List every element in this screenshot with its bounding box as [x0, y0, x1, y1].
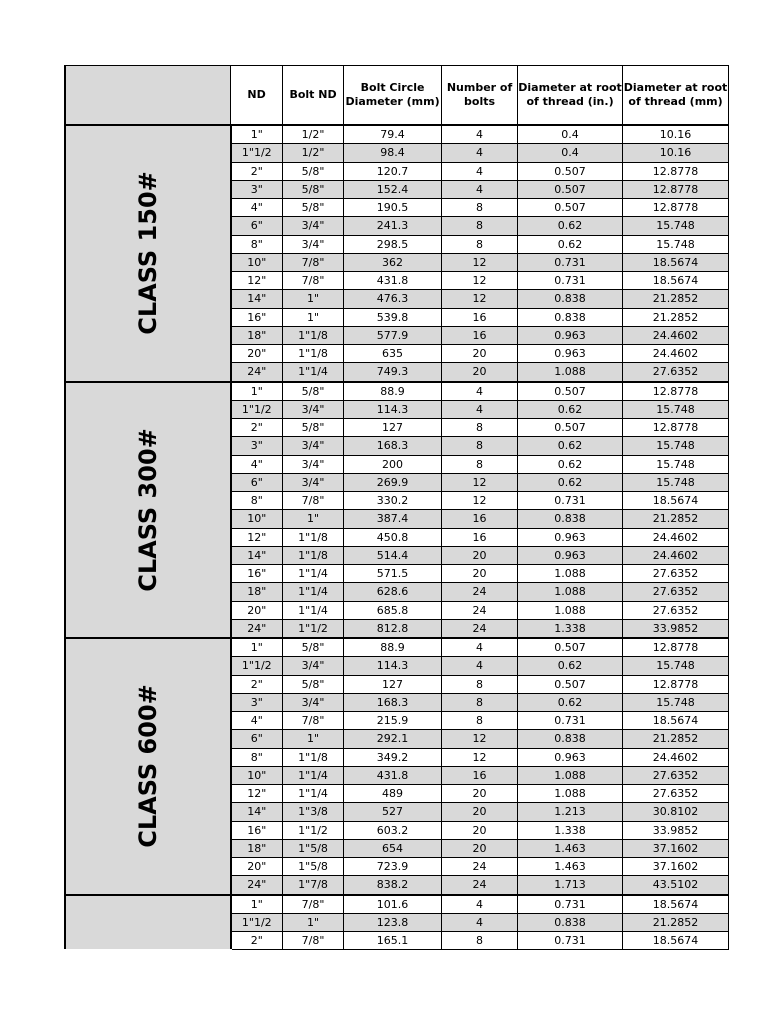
cell-nd: 16" — [231, 821, 283, 839]
header-corner-cell — [65, 66, 231, 126]
cell-number-of-bolts: 16 — [442, 766, 518, 784]
class-label: CLASS 300# — [133, 427, 162, 592]
header-nd: ND — [231, 66, 283, 126]
cell-root-diameter-mm: 43.5102 — [623, 876, 729, 895]
cell-nd: 14" — [231, 546, 283, 564]
cell-root-diameter-mm: 24.4602 — [623, 748, 729, 766]
cell-root-diameter-in: 0.507 — [518, 675, 623, 693]
cell-bolt-circle-diameter: 200 — [344, 455, 442, 473]
cell-bolt-nd: 1"1/8 — [283, 345, 344, 363]
cell-nd: 12" — [231, 785, 283, 803]
cell-root-diameter-in: 0.62 — [518, 657, 623, 675]
cell-bolt-nd: 3/4" — [283, 455, 344, 473]
cell-nd: 6" — [231, 730, 283, 748]
cell-nd: 8" — [231, 748, 283, 766]
cell-bolt-circle-diameter: 88.9 — [344, 638, 442, 657]
cell-root-diameter-mm: 27.6352 — [623, 785, 729, 803]
cell-root-diameter-mm: 30.8102 — [623, 803, 729, 821]
cell-number-of-bolts: 16 — [442, 308, 518, 326]
cell-root-diameter-in: 1.088 — [518, 583, 623, 601]
cell-number-of-bolts: 8 — [442, 437, 518, 455]
cell-bolt-nd: 1" — [283, 730, 344, 748]
cell-bolt-nd: 5/8" — [283, 199, 344, 217]
cell-number-of-bolts: 20 — [442, 345, 518, 363]
cell-root-diameter-mm: 12.8778 — [623, 675, 729, 693]
cell-nd: 1" — [231, 895, 283, 914]
cell-root-diameter-in: 0.963 — [518, 748, 623, 766]
cell-root-diameter-in: 0.507 — [518, 382, 623, 401]
cell-bolt-circle-diameter: 527 — [344, 803, 442, 821]
cell-bolt-circle-diameter: 431.8 — [344, 766, 442, 784]
cell-number-of-bolts: 24 — [442, 583, 518, 601]
cell-root-diameter-mm: 33.9852 — [623, 619, 729, 638]
cell-root-diameter-in: 0.4 — [518, 125, 623, 144]
cell-number-of-bolts: 4 — [442, 180, 518, 198]
cell-root-diameter-in: 0.838 — [518, 913, 623, 931]
cell-bolt-circle-diameter: 152.4 — [344, 180, 442, 198]
cell-root-diameter-in: 1.088 — [518, 785, 623, 803]
cell-bolt-nd: 7/8" — [283, 253, 344, 271]
cell-number-of-bolts: 16 — [442, 326, 518, 344]
cell-root-diameter-in: 0.963 — [518, 345, 623, 363]
cell-number-of-bolts: 8 — [442, 675, 518, 693]
cell-bolt-circle-diameter: 98.4 — [344, 144, 442, 162]
cell-bolt-circle-diameter: 165.1 — [344, 932, 442, 950]
cell-root-diameter-in: 0.963 — [518, 546, 623, 564]
cell-bolt-circle-diameter: 120.7 — [344, 162, 442, 180]
cell-bolt-nd: 1/2" — [283, 125, 344, 144]
cell-root-diameter-in: 0.62 — [518, 437, 623, 455]
cell-bolt-nd: 5/8" — [283, 382, 344, 401]
cell-bolt-circle-diameter: 489 — [344, 785, 442, 803]
cell-root-diameter-in: 1.463 — [518, 839, 623, 857]
cell-bolt-nd: 3/4" — [283, 693, 344, 711]
table-body — [65, 125, 729, 950]
cell-root-diameter-in: 0.731 — [518, 272, 623, 290]
header-bolt-nd: Bolt ND — [283, 66, 344, 126]
cell-bolt-circle-diameter: 127 — [344, 675, 442, 693]
cell-bolt-nd: 3/4" — [283, 217, 344, 235]
cell-bolt-nd: 1" — [283, 913, 344, 931]
cell-bolt-nd: 1"1/8 — [283, 528, 344, 546]
cell-bolt-nd: 3/4" — [283, 473, 344, 491]
cell-number-of-bolts: 24 — [442, 858, 518, 876]
cell-bolt-nd: 1"1/4 — [283, 583, 344, 601]
cell-bolt-nd: 3/4" — [283, 657, 344, 675]
cell-bolt-nd: 1"3/8 — [283, 803, 344, 821]
cell-root-diameter-mm: 21.2852 — [623, 730, 729, 748]
cell-bolt-nd: 1"1/8 — [283, 546, 344, 564]
cell-number-of-bolts: 16 — [442, 510, 518, 528]
cell-nd: 1"1/2 — [231, 657, 283, 675]
cell-number-of-bolts: 24 — [442, 876, 518, 895]
cell-root-diameter-in: 0.963 — [518, 326, 623, 344]
cell-root-diameter-in: 1.088 — [518, 766, 623, 784]
cell-nd: 4" — [231, 712, 283, 730]
cell-root-diameter-mm: 21.2852 — [623, 308, 729, 326]
cell-nd: 12" — [231, 272, 283, 290]
cell-bolt-circle-diameter: 330.2 — [344, 492, 442, 510]
cell-bolt-circle-diameter: 168.3 — [344, 693, 442, 711]
cell-root-diameter-mm: 24.4602 — [623, 528, 729, 546]
cell-nd: 4" — [231, 199, 283, 217]
cell-number-of-bolts: 8 — [442, 199, 518, 217]
cell-bolt-nd: 1"1/4 — [283, 785, 344, 803]
cell-number-of-bolts: 16 — [442, 528, 518, 546]
cell-root-diameter-in: 0.4 — [518, 144, 623, 162]
cell-nd: 2" — [231, 162, 283, 180]
cell-bolt-nd: 1" — [283, 290, 344, 308]
cell-bolt-circle-diameter: 298.5 — [344, 235, 442, 253]
cell-bolt-circle-diameter: 685.8 — [344, 601, 442, 619]
cell-bolt-nd: 5/8" — [283, 180, 344, 198]
cell-number-of-bolts: 20 — [442, 565, 518, 583]
cell-nd: 10" — [231, 766, 283, 784]
cell-root-diameter-mm: 10.16 — [623, 125, 729, 144]
cell-bolt-nd: 1"1/8 — [283, 326, 344, 344]
header-root-diameter-mm: Diameter at root of thread (mm) — [623, 66, 729, 126]
cell-bolt-circle-diameter: 123.8 — [344, 913, 442, 931]
cell-bolt-circle-diameter: 215.9 — [344, 712, 442, 730]
cell-root-diameter-mm: 15.748 — [623, 693, 729, 711]
cell-root-diameter-in: 0.62 — [518, 473, 623, 491]
cell-nd: 6" — [231, 473, 283, 491]
cell-nd: 20" — [231, 345, 283, 363]
table-row — [65, 125, 729, 144]
cell-root-diameter-mm: 18.5674 — [623, 932, 729, 950]
cell-root-diameter-in: 1.088 — [518, 363, 623, 382]
cell-root-diameter-in: 0.62 — [518, 693, 623, 711]
cell-nd: 1" — [231, 382, 283, 401]
cell-root-diameter-mm: 21.2852 — [623, 290, 729, 308]
cell-root-diameter-mm: 15.748 — [623, 455, 729, 473]
cell-bolt-circle-diameter: 241.3 — [344, 217, 442, 235]
cell-bolt-nd: 5/8" — [283, 419, 344, 437]
cell-root-diameter-mm: 24.4602 — [623, 345, 729, 363]
cell-root-diameter-in: 0.838 — [518, 308, 623, 326]
class-group-cell — [65, 895, 231, 950]
cell-bolt-circle-diameter: 190.5 — [344, 199, 442, 217]
cell-bolt-nd: 3/4" — [283, 400, 344, 418]
cell-nd: 1" — [231, 638, 283, 657]
cell-number-of-bolts: 4 — [442, 162, 518, 180]
cell-root-diameter-in: 1.338 — [518, 821, 623, 839]
cell-nd: 1" — [231, 125, 283, 144]
cell-bolt-nd: 7/8" — [283, 932, 344, 950]
cell-root-diameter-in: 0.731 — [518, 932, 623, 950]
cell-number-of-bolts: 4 — [442, 400, 518, 418]
class-group-cell — [65, 382, 231, 639]
cell-nd: 2" — [231, 675, 283, 693]
cell-number-of-bolts: 12 — [442, 730, 518, 748]
cell-root-diameter-in: 0.507 — [518, 199, 623, 217]
cell-nd: 24" — [231, 619, 283, 638]
cell-root-diameter-in: 0.838 — [518, 730, 623, 748]
cell-root-diameter-mm: 18.5674 — [623, 492, 729, 510]
table-row — [65, 382, 729, 401]
cell-nd: 14" — [231, 290, 283, 308]
cell-number-of-bolts: 4 — [442, 657, 518, 675]
cell-number-of-bolts: 4 — [442, 913, 518, 931]
cell-bolt-nd: 1/2" — [283, 144, 344, 162]
cell-nd: 10" — [231, 510, 283, 528]
cell-nd: 8" — [231, 235, 283, 253]
cell-nd: 12" — [231, 528, 283, 546]
cell-number-of-bolts: 4 — [442, 895, 518, 914]
cell-root-diameter-mm: 27.6352 — [623, 601, 729, 619]
cell-bolt-nd: 1"1/2 — [283, 821, 344, 839]
cell-bolt-circle-diameter: 838.2 — [344, 876, 442, 895]
cell-bolt-circle-diameter: 749.3 — [344, 363, 442, 382]
cell-number-of-bolts: 12 — [442, 748, 518, 766]
cell-root-diameter-in: 1.713 — [518, 876, 623, 895]
table-row — [65, 638, 729, 657]
cell-nd: 3" — [231, 180, 283, 198]
cell-number-of-bolts: 4 — [442, 144, 518, 162]
cell-nd: 18" — [231, 839, 283, 857]
cell-root-diameter-mm: 21.2852 — [623, 913, 729, 931]
header-number-of-bolts: Number of bolts — [442, 66, 518, 126]
cell-nd: 10" — [231, 253, 283, 271]
cell-nd: 24" — [231, 363, 283, 382]
cell-nd: 16" — [231, 308, 283, 326]
cell-bolt-nd: 1"1/4 — [283, 565, 344, 583]
cell-number-of-bolts: 8 — [442, 455, 518, 473]
cell-root-diameter-mm: 27.6352 — [623, 766, 729, 784]
cell-number-of-bolts: 20 — [442, 803, 518, 821]
cell-nd: 3" — [231, 437, 283, 455]
cell-root-diameter-in: 1.213 — [518, 803, 623, 821]
header-row — [65, 66, 729, 126]
cell-bolt-nd: 1"1/4 — [283, 601, 344, 619]
cell-nd: 20" — [231, 858, 283, 876]
cell-root-diameter-mm: 33.9852 — [623, 821, 729, 839]
cell-number-of-bolts: 20 — [442, 546, 518, 564]
cell-root-diameter-in: 1.338 — [518, 619, 623, 638]
cell-bolt-circle-diameter: 292.1 — [344, 730, 442, 748]
cell-bolt-circle-diameter: 79.4 — [344, 125, 442, 144]
cell-root-diameter-in: 0.731 — [518, 253, 623, 271]
cell-root-diameter-in: 0.62 — [518, 455, 623, 473]
cell-bolt-circle-diameter: 114.3 — [344, 400, 442, 418]
cell-root-diameter-mm: 12.8778 — [623, 382, 729, 401]
cell-root-diameter-in: 0.62 — [518, 400, 623, 418]
cell-root-diameter-in: 0.507 — [518, 162, 623, 180]
cell-number-of-bolts: 20 — [442, 839, 518, 857]
cell-bolt-circle-diameter: 571.5 — [344, 565, 442, 583]
class-label: CLASS 150# — [133, 171, 162, 336]
cell-bolt-circle-diameter: 362 — [344, 253, 442, 271]
cell-number-of-bolts: 20 — [442, 363, 518, 382]
cell-root-diameter-in: 1.088 — [518, 565, 623, 583]
cell-number-of-bolts: 12 — [442, 473, 518, 491]
cell-root-diameter-mm: 15.748 — [623, 473, 729, 491]
cell-bolt-circle-diameter: 450.8 — [344, 528, 442, 546]
cell-bolt-circle-diameter: 635 — [344, 345, 442, 363]
cell-root-diameter-mm: 37.1602 — [623, 858, 729, 876]
cell-nd: 3" — [231, 693, 283, 711]
cell-bolt-nd: 1"1/2 — [283, 619, 344, 638]
cell-bolt-nd: 5/8" — [283, 675, 344, 693]
cell-number-of-bolts: 12 — [442, 272, 518, 290]
cell-bolt-nd: 7/8" — [283, 272, 344, 290]
class-label: CLASS 600# — [133, 684, 162, 849]
cell-bolt-nd: 1"5/8 — [283, 839, 344, 857]
cell-root-diameter-mm: 12.8778 — [623, 162, 729, 180]
cell-bolt-nd: 1" — [283, 510, 344, 528]
cell-bolt-circle-diameter: 168.3 — [344, 437, 442, 455]
cell-number-of-bolts: 8 — [442, 235, 518, 253]
cell-root-diameter-in: 0.62 — [518, 235, 623, 253]
cell-number-of-bolts: 12 — [442, 253, 518, 271]
cell-nd: 18" — [231, 583, 283, 601]
cell-bolt-nd: 1"1/4 — [283, 363, 344, 382]
cell-number-of-bolts: 8 — [442, 419, 518, 437]
cell-root-diameter-mm: 12.8778 — [623, 419, 729, 437]
cell-root-diameter-mm: 12.8778 — [623, 199, 729, 217]
cell-bolt-circle-diameter: 514.4 — [344, 546, 442, 564]
cell-nd: 1"1/2 — [231, 144, 283, 162]
header-bolt-circle-diameter: Bolt Circle Diameter (mm) — [344, 66, 442, 126]
cell-nd: 1"1/2 — [231, 400, 283, 418]
cell-bolt-circle-diameter: 269.9 — [344, 473, 442, 491]
cell-bolt-nd: 1"1/4 — [283, 766, 344, 784]
cell-root-diameter-in: 0.62 — [518, 217, 623, 235]
cell-root-diameter-mm: 27.6352 — [623, 583, 729, 601]
cell-number-of-bolts: 24 — [442, 619, 518, 638]
cell-root-diameter-mm: 18.5674 — [623, 712, 729, 730]
cell-nd: 4" — [231, 455, 283, 473]
cell-root-diameter-in: 0.507 — [518, 180, 623, 198]
cell-root-diameter-mm: 10.16 — [623, 144, 729, 162]
cell-bolt-circle-diameter: 539.8 — [344, 308, 442, 326]
cell-bolt-circle-diameter: 349.2 — [344, 748, 442, 766]
cell-number-of-bolts: 8 — [442, 932, 518, 950]
cell-number-of-bolts: 20 — [442, 821, 518, 839]
cell-root-diameter-mm: 15.748 — [623, 400, 729, 418]
cell-bolt-nd: 7/8" — [283, 712, 344, 730]
cell-root-diameter-mm: 27.6352 — [623, 565, 729, 583]
cell-number-of-bolts: 4 — [442, 638, 518, 657]
cell-number-of-bolts: 12 — [442, 492, 518, 510]
cell-bolt-circle-diameter: 114.3 — [344, 657, 442, 675]
cell-bolt-nd: 1"5/8 — [283, 858, 344, 876]
cell-root-diameter-mm: 15.748 — [623, 437, 729, 455]
cell-number-of-bolts: 12 — [442, 290, 518, 308]
cell-nd: 16" — [231, 565, 283, 583]
cell-root-diameter-in: 0.507 — [518, 638, 623, 657]
header-root-diameter-in: Diameter at root of thread (in.) — [518, 66, 623, 126]
cell-nd: 14" — [231, 803, 283, 821]
cell-root-diameter-in: 0.963 — [518, 528, 623, 546]
cell-bolt-circle-diameter: 812.8 — [344, 619, 442, 638]
cell-root-diameter-in: 1.463 — [518, 858, 623, 876]
cell-bolt-nd: 5/8" — [283, 638, 344, 657]
cell-bolt-circle-diameter: 654 — [344, 839, 442, 857]
cell-nd: 18" — [231, 326, 283, 344]
cell-nd: 20" — [231, 601, 283, 619]
cell-bolt-circle-diameter: 577.9 — [344, 326, 442, 344]
cell-bolt-circle-diameter: 431.8 — [344, 272, 442, 290]
cell-bolt-circle-diameter: 127 — [344, 419, 442, 437]
cell-root-diameter-mm: 21.2852 — [623, 510, 729, 528]
cell-bolt-circle-diameter: 88.9 — [344, 382, 442, 401]
cell-root-diameter-mm: 18.5674 — [623, 272, 729, 290]
cell-number-of-bolts: 8 — [442, 217, 518, 235]
cell-root-diameter-in: 1.088 — [518, 601, 623, 619]
cell-root-diameter-mm: 24.4602 — [623, 546, 729, 564]
cell-nd: 24" — [231, 876, 283, 895]
cell-bolt-circle-diameter: 476.3 — [344, 290, 442, 308]
cell-root-diameter-mm: 15.748 — [623, 657, 729, 675]
cell-number-of-bolts: 8 — [442, 712, 518, 730]
cell-bolt-nd: 3/4" — [283, 437, 344, 455]
cell-bolt-nd: 1"1/8 — [283, 748, 344, 766]
cell-bolt-circle-diameter: 101.6 — [344, 895, 442, 914]
cell-root-diameter-in: 0.731 — [518, 712, 623, 730]
cell-nd: 6" — [231, 217, 283, 235]
cell-root-diameter-in: 0.507 — [518, 419, 623, 437]
cell-bolt-nd: 7/8" — [283, 492, 344, 510]
cell-bolt-nd: 5/8" — [283, 162, 344, 180]
cell-root-diameter-mm: 24.4602 — [623, 326, 729, 344]
cell-root-diameter-in: 0.731 — [518, 492, 623, 510]
cell-nd: 8" — [231, 492, 283, 510]
cell-number-of-bolts: 8 — [442, 693, 518, 711]
cell-number-of-bolts: 24 — [442, 601, 518, 619]
cell-number-of-bolts: 4 — [442, 125, 518, 144]
cell-bolt-nd: 1" — [283, 308, 344, 326]
cell-number-of-bolts: 20 — [442, 785, 518, 803]
cell-number-of-bolts: 4 — [442, 382, 518, 401]
cell-root-diameter-in: 0.838 — [518, 510, 623, 528]
cell-bolt-circle-diameter: 628.6 — [344, 583, 442, 601]
class-group-cell — [65, 638, 231, 895]
cell-root-diameter-mm: 12.8778 — [623, 638, 729, 657]
cell-root-diameter-in: 0.838 — [518, 290, 623, 308]
cell-bolt-nd: 7/8" — [283, 895, 344, 914]
cell-root-diameter-in: 0.731 — [518, 895, 623, 914]
cell-root-diameter-mm: 37.1602 — [623, 839, 729, 857]
cell-bolt-nd: 1"7/8 — [283, 876, 344, 895]
cell-root-diameter-mm: 27.6352 — [623, 363, 729, 382]
cell-bolt-circle-diameter: 723.9 — [344, 858, 442, 876]
cell-nd: 2" — [231, 419, 283, 437]
cell-bolt-circle-diameter: 603.2 — [344, 821, 442, 839]
cell-root-diameter-mm: 18.5674 — [623, 895, 729, 914]
cell-root-diameter-mm: 15.748 — [623, 235, 729, 253]
cell-root-diameter-mm: 12.8778 — [623, 180, 729, 198]
flange-bolt-table — [64, 65, 729, 951]
class-group-cell — [65, 125, 231, 382]
cell-root-diameter-mm: 15.748 — [623, 217, 729, 235]
table-row — [65, 895, 729, 914]
cell-nd: 2" — [231, 932, 283, 950]
cell-root-diameter-mm: 18.5674 — [623, 253, 729, 271]
cell-bolt-nd: 3/4" — [283, 235, 344, 253]
cell-nd: 1"1/2 — [231, 913, 283, 931]
cell-bolt-circle-diameter: 387.4 — [344, 510, 442, 528]
